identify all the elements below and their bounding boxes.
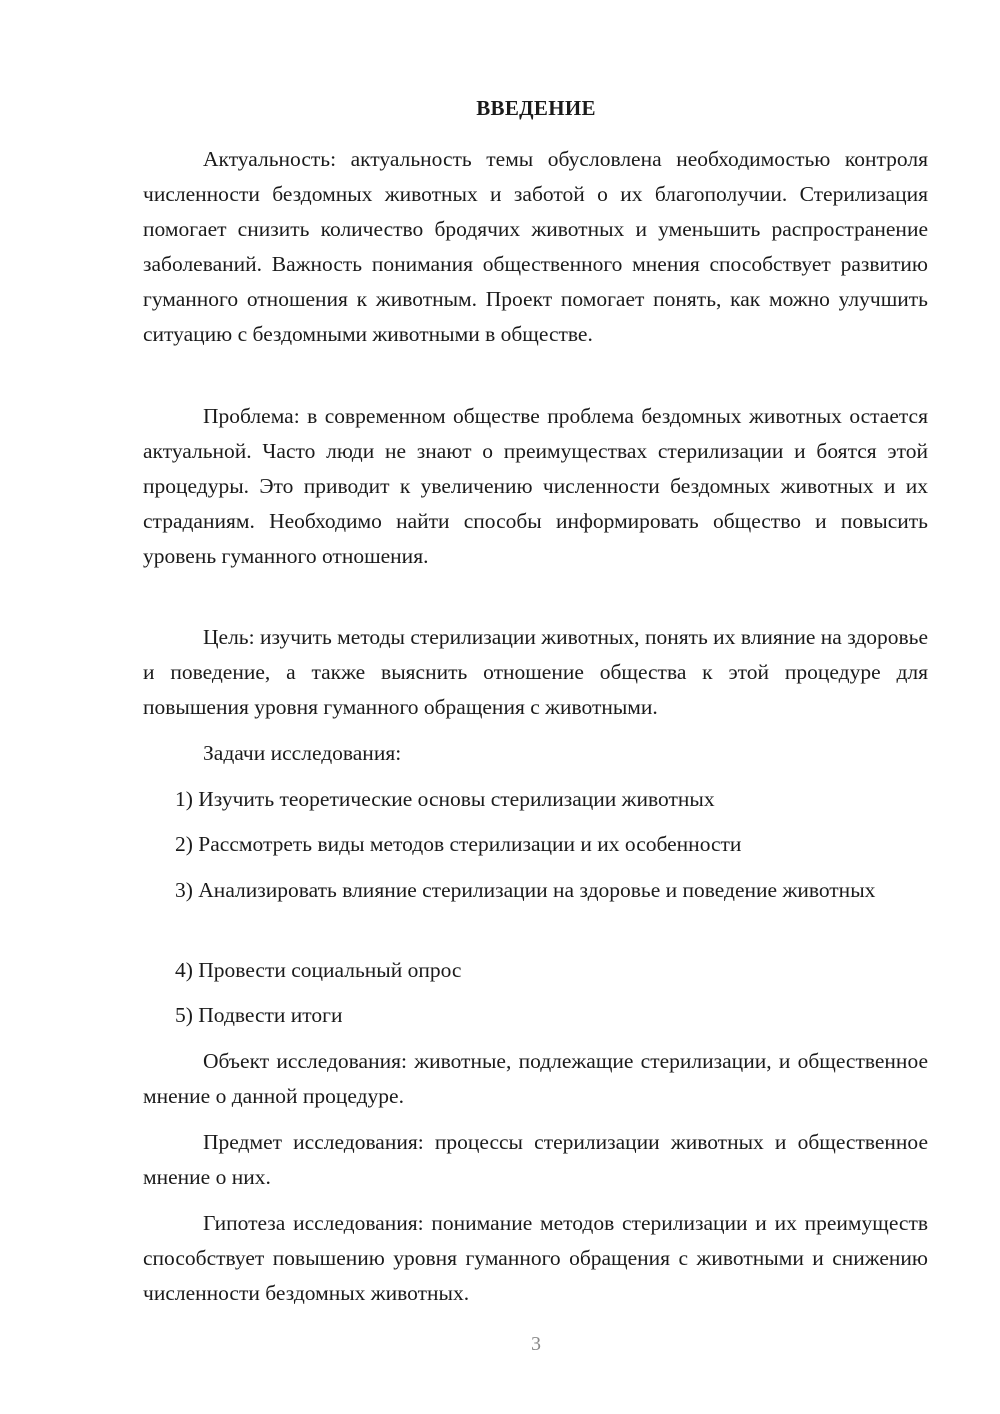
paragraph-object: Объект исследования: животные, подлежащие стерилизации, и общественное мнение о данной процедуре. xyxy=(143,1049,928,1108)
paragraph-subject: Предмет исследования: процессы стерилизации животных и общественное мнение о них. xyxy=(143,1130,928,1189)
page-number: 3 xyxy=(531,1333,541,1355)
task-item: 2) Рассмотреть виды методов стерилизации и их особенности xyxy=(175,832,742,856)
section-heading: ВВЕДЕНИЕ xyxy=(476,96,596,120)
paragraph-goal: Цель: изучить методы стерилизации животных, понять их влияние на здоровье и поведение, а также выяснить отношение общества к этой процедуре для повышения уровня гуманного обращения с животными. xyxy=(143,625,928,719)
task-item: 3) Анализировать влияние стерилизации на здоровье и поведение животных xyxy=(175,878,876,902)
task-item: 4) Провести социальный опрос xyxy=(175,958,462,982)
task-item: 5) Подвести итоги xyxy=(175,1003,343,1027)
paragraph-problem: Проблема: в современном обществе проблема бездомных животных остается актуальной. Часто люди не знают о преимуществах стерилизации и боятся этой процедуры. Это приводит к увеличению численности бездомных животных и их страданиям. Необходимо найти способы информировать общество и повысить уровень гуманного отношения. xyxy=(143,404,928,568)
paragraph-hypothesis: Гипотеза исследования: понимание методов стерилизации и их преимуществ способствует повышению уровня гуманного обращения с животными и снижению численности бездомных животных. xyxy=(143,1211,928,1305)
paragraph-relevance: Актуальность: актуальность темы обусловлена необходимостью контроля численности бездомных животных и заботой о их благополучии. Стерилизация помогает снизить количество бродячих животных и уменьшить распространение заболеваний. Важность понимания общественного мнения способствует развитию гуманного отношения к животным. Проект помогает понять, как можно улучшить ситуацию с бездомными животными в обществе. xyxy=(143,147,928,346)
task-item: 1) Изучить теоретические основы стерилизации животных xyxy=(175,787,715,811)
tasks-heading: Задачи исследования: xyxy=(203,741,402,765)
